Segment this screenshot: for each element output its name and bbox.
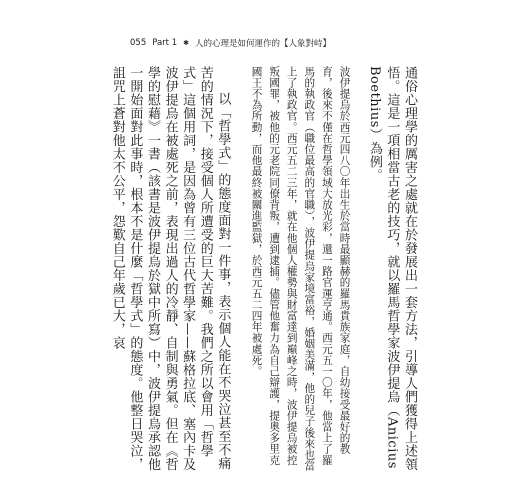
quoted-biography-block: 波伊提烏於西元四八〇年出生於當時最顯赫的羅馬貴族家庭，自幼接受最好的教育，後來不僅在哲學領域大放光彩，還一路官運亨通。西元五一〇年，他當上了羅馬的執政官（職位最高的官職），波伊提烏家境富裕，婚姻美滿，他的兒子後來也當上了執政官。西元五二三年，就在他個人權勢與財富達到巔峰之時，波伊提烏被控叛國罪，被他的元老院同僚背叛，遭到逮捕。儘管他奮力為自己辯護，提奧多里克國王不為所動，而他最終被關進監獄，於西元五二四年被處死。 [250,66,351,472]
separator-star-icon: ✱ [183,39,189,47]
running-header [130,36,331,50]
vertical-text-body [109,66,418,476]
intro-paragraph: 通俗心理學的厲害之處就在於發展出一套方法，引導人們獲得上述領悟。這是一項相當古老的技巧，就以羅馬哲學家波伊提烏（Anicius Boethius）為例。 [366,66,417,471]
chapter-title: 人的心理是如何運作的【人象對峙】 [195,39,332,49]
part-label: Part 1 [152,38,178,48]
page-number: 055 [130,38,147,48]
body-paragraph: 以「哲學式」的態度面對一件事，表示個人能在不哭泣甚至不痛苦的情況下，接受個人所遭受的巨大苦難。我們之所以會用「哲學式」這個用詞，是因為曾有三位古代哲學家——蘇格拉底、塞內卡及波伊提烏在被處死之前，表現出過人的冷靜、自制與勇氣。但在《哲學的慰藉》一書（該書是波伊提烏於獄中所寫）中，波伊提烏承認他一開始面對此事時，根本不是什麼「哲學式」的態度。他整日哭泣，詛咒上蒼對他太不公平，怨歎自己年歲已大，哀 [109,66,231,471]
